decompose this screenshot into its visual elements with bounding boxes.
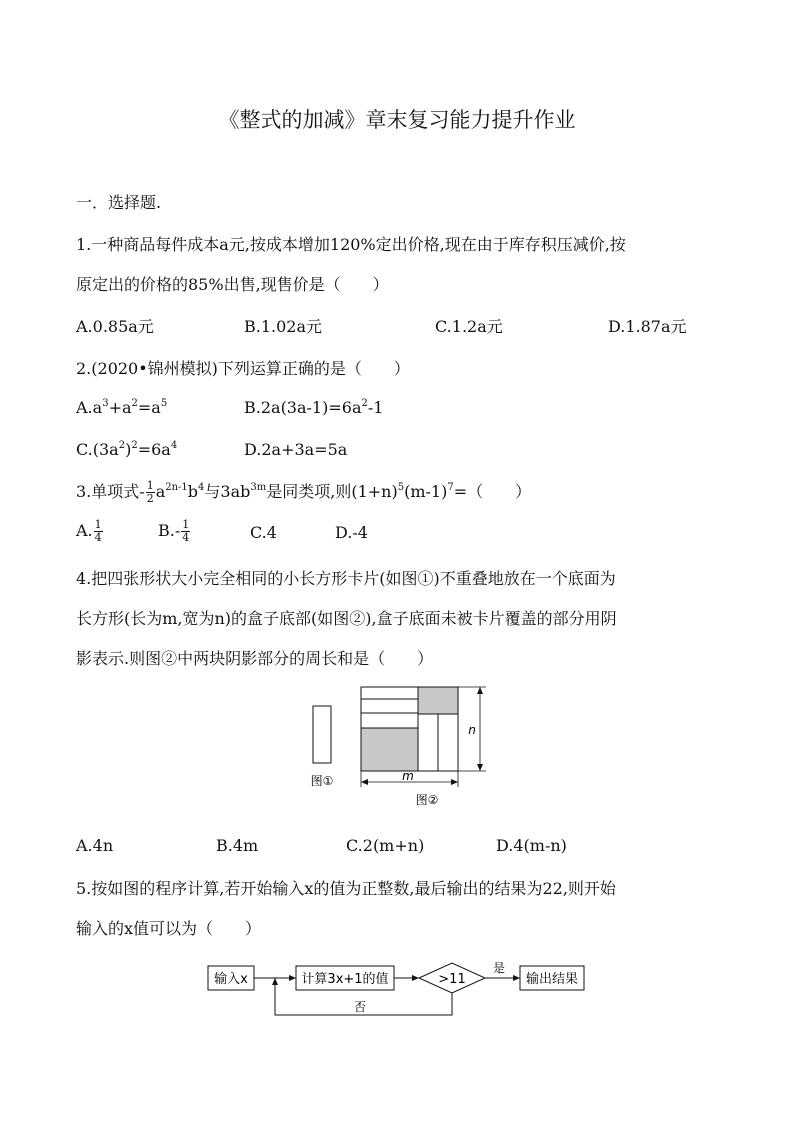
- flow-input-label: 输入x: [214, 972, 248, 987]
- q1-option-c: C.1.2a元: [435, 317, 503, 336]
- flow-calc-label: 计算3x+1的值: [301, 972, 389, 987]
- q2-stem: 2.(2020•锦州模拟)下列运算正确的是（ ）: [76, 359, 410, 378]
- q3-option-d: D.-4: [335, 523, 368, 542]
- q3-option-b: B.- $\frac{1}{4}$: [158, 518, 190, 544]
- fig2-label-n: n: [468, 723, 476, 737]
- flow-output-label: 输出结果: [525, 972, 579, 987]
- q5-line2: 输入的x值可以为（ ）: [76, 919, 262, 938]
- fig2-label: 图②: [415, 793, 439, 807]
- q1-option-b: B.1.02a元: [244, 317, 323, 336]
- q3-option-a: A. $\frac{1}{4}$: [76, 518, 102, 544]
- q5-flowchart: [200, 958, 594, 1020]
- q4-option-a: A.4n: [76, 836, 114, 855]
- flow-yes-label: 是: [492, 961, 506, 975]
- flow-arrowhead: [272, 978, 278, 985]
- fig2-label-m: m: [402, 769, 414, 783]
- q5-line1: 5.按如图的程序计算,若开始输入x的值为正整数,最后输出的结果为22,则开始: [76, 879, 616, 898]
- flow-arrowhead: [513, 975, 520, 981]
- flow-no-label: 否: [353, 1000, 367, 1014]
- q4-line3: 影表示.则图②中两块阴影部分的周长和是（ ）: [76, 649, 434, 668]
- q1-option-d: D.1.87a元: [608, 317, 687, 336]
- fig2-shade-top-right: [418, 687, 458, 714]
- q3-stem: 3.单项式- $\frac{1}{2}$ $a^{2n-1}b^4$与$3ab^{3m}$是同类项,则$(1+n)^5(m-1)^7=$（ ）: [76, 479, 532, 505]
- flow-arrowhead: [289, 975, 296, 981]
- q2-option-c: $C.(3a^2)^2=6a^4$: [76, 440, 178, 459]
- q1-line2: 原定出的价格的85%出售,现售价是（ ）: [76, 275, 389, 294]
- q3-fraction: $\frac{1}{2}$: [146, 479, 154, 505]
- q4-option-c: C.2(m+n): [346, 836, 425, 855]
- q2-option-b: $B.2a(3a-1)=6a^2-1$: [244, 398, 384, 417]
- q4-option-b: B.4m: [216, 836, 259, 855]
- section-heading: 一．选择题.: [76, 193, 162, 212]
- q1-line1: 1.一种商品每件成本a元,按成本增加120%定出价格,现在由于库存积压减价,按: [76, 235, 626, 254]
- q2-option-d: D.2a+3a=5a: [244, 440, 348, 459]
- fig1-card: [313, 706, 331, 763]
- fig1-label: 图①: [310, 774, 334, 788]
- q3-option-c: C.4: [250, 523, 277, 542]
- q4-line1: 4.把四张形状大小完全相同的小长方形卡片(如图①)不重叠地放在一个底面为: [76, 569, 616, 588]
- fig2-shade-bottom-left: [361, 728, 418, 771]
- q4-option-d: D.4(m-n): [496, 836, 567, 855]
- flow-decision-label: >11: [438, 972, 466, 987]
- q2-option-a: $A.a^3+a^2=a^5$: [76, 398, 168, 417]
- page-title: 《整式的加减》章末复习能力提升作业: [218, 108, 576, 132]
- q1-option-a: A.0.85a元: [76, 317, 154, 336]
- q4-figure: [300, 684, 500, 814]
- q4-line2: 长方形(长为m,宽为n)的盒子底部(如图②),盒子底面未被卡片覆盖的部分用阴: [76, 609, 617, 628]
